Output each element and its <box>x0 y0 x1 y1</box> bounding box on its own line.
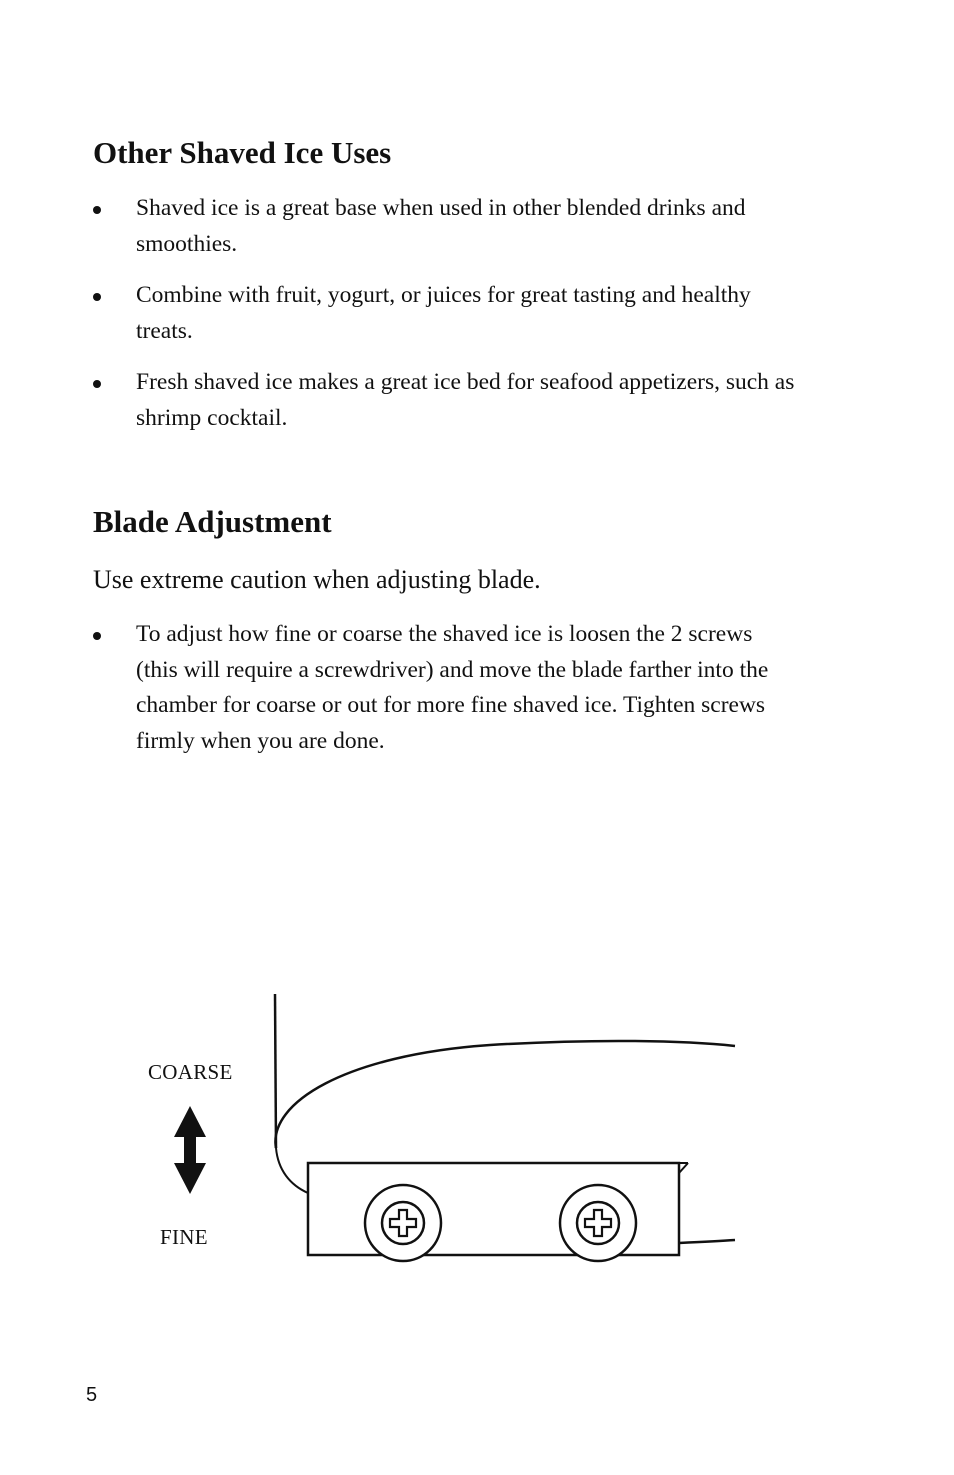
bullet-icon <box>93 206 101 214</box>
blade-edge <box>275 1041 735 1148</box>
housing-wall <box>275 994 276 1148</box>
blade-underside <box>276 1148 308 1193</box>
bullet-text-line: (this will require a screwdriver) and move the blade farther into the <box>136 656 769 683</box>
bullet-icon <box>93 632 101 640</box>
blade-drawing <box>140 985 760 1275</box>
bullet-text-line: Combine with fruit, yogurt, or juices for great tasting and healthy <box>136 282 751 308</box>
bullet-text-line: treats. <box>136 317 193 344</box>
blade-plate-corner <box>679 1163 688 1173</box>
caution-text: Use extreme caution when adjusting blade. <box>93 565 541 594</box>
bullet-text-line: chamber for coarse or out for more fine shaved ice. Tighten screws <box>136 692 766 718</box>
bullet-text-line: shrimp cocktail. <box>136 404 288 431</box>
bullet-text-line: Fresh shaved ice makes a great ice bed for seafood appetizers, such as <box>136 369 795 395</box>
section-title-blade-adjustment: Blade Adjustment <box>93 504 332 539</box>
bullet-icon <box>93 293 101 301</box>
screw-icon <box>560 1185 636 1261</box>
bullet-text-line: smoothies. <box>136 230 238 257</box>
page-number: 5 <box>86 1384 98 1406</box>
bullet-icon <box>93 380 101 388</box>
screw-icon <box>365 1185 441 1261</box>
coarse-label: COARSE <box>148 1060 233 1084</box>
section-title-other-uses: Other Shaved Ice Uses <box>93 135 392 170</box>
bullet-text-line: To adjust how fine or coarse the shaved ice is loosen the 2 screws <box>136 621 753 647</box>
fine-label: FINE <box>160 1225 208 1249</box>
bullet-text-line: firmly when you are done. <box>136 727 385 754</box>
blade-adjustment-diagram <box>140 985 760 1275</box>
double-arrow-icon <box>174 1106 206 1194</box>
housing-lower-edge <box>679 1240 735 1243</box>
bullet-text-line: Shaved ice is a great base when used in other blended drinks and <box>136 195 746 221</box>
